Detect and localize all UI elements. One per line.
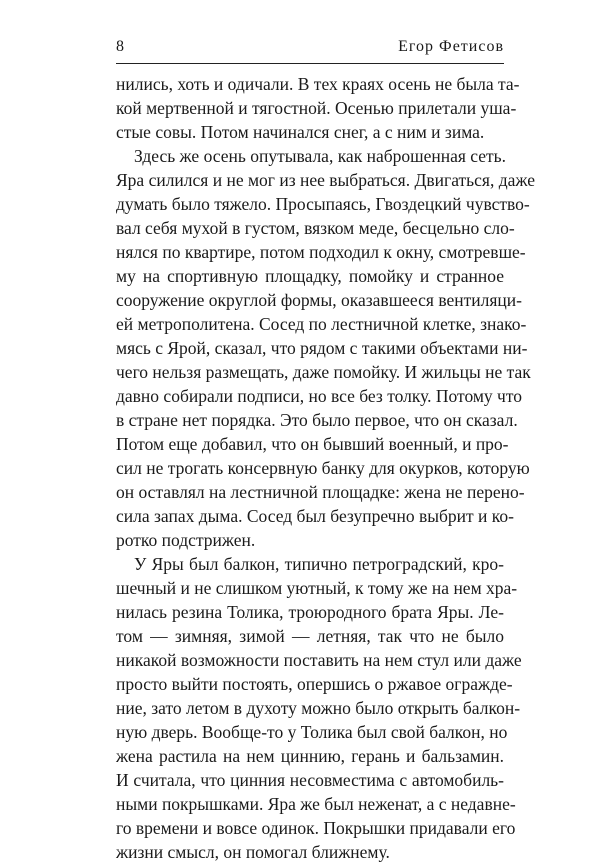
paragraph xyxy=(116,144,536,552)
text-line: ными покрышками. Яра же был неженат, а с недавне- xyxy=(116,794,516,814)
text-line: стые совы. Потом начинался снег, а с ним и зима. xyxy=(116,122,485,142)
text-line: никакой возможности поставить на нем стул или даже xyxy=(116,650,522,670)
paragraph xyxy=(116,72,520,144)
text-line: нялся по квартире, потом подходил к окну, смотревше- xyxy=(116,242,526,262)
text-line: нилась резина Толика, троюродного брата Яры. Ле- xyxy=(116,602,504,622)
text-line: шечный и не слишком уютный, к тому же на нем хра- xyxy=(116,578,518,598)
text-line: в стране нет порядка. Это было первое, что он сказал. xyxy=(116,410,518,430)
text-line: И считала, что цинния несовместима с автомобиль- xyxy=(116,770,504,790)
text-line: нились, хоть и одичали. В тех краях осень не была та- xyxy=(116,74,520,94)
text-line: он оставлял на лестничной площадке: жена не перено- xyxy=(116,482,525,502)
header-rule xyxy=(116,63,504,64)
text-line: жизни смысл, он помогал ближнему. xyxy=(116,842,390,862)
text-line: том — зимняя, зимой — летняя, так что не было xyxy=(116,626,504,646)
paragraph xyxy=(116,552,522,864)
text-line: го времени и вовсе одинок. Покрышки придавали его xyxy=(116,818,516,838)
running-author: Егор Фетисов xyxy=(398,38,504,55)
text-line: сил не трогать консервную банку для окурков, которую xyxy=(116,458,530,478)
page-number: 8 xyxy=(116,38,125,55)
text-line: ротко подстрижен. xyxy=(116,530,256,550)
text-line: думать было тяжело. Просыпаясь, Гвоздецкий чувство- xyxy=(116,194,530,214)
text-line: Здесь же осень опутывала, как наброшенная сеть. xyxy=(134,146,507,166)
running-header xyxy=(116,38,504,56)
text-line: чего нельзя размещать, даже помойку. И жильцы не так xyxy=(116,362,531,382)
text-line: жена растила на нем циннию, герань и бальзамин. xyxy=(116,746,504,766)
text-line: ей метрополитена. Сосед по лестничной клетке, знако- xyxy=(116,314,527,334)
body-text xyxy=(116,72,536,864)
text-line: ную дверь. Вообще-то у Толика был свой балкон, но xyxy=(116,722,508,742)
text-line: просто выйти постоять, опершись о ржавое огражде- xyxy=(116,674,513,694)
text-line: сила запах дыма. Сосед был безупречно выбрит и ко- xyxy=(116,506,514,526)
text-line: Яра силился и не мог из нее выбраться. Двигаться, даже xyxy=(116,170,536,190)
text-line: ние, зато летом в духоту можно было открыть балкон- xyxy=(116,698,521,718)
text-line: мясь с Ярой, сказал, что рядом с такими объектами ни- xyxy=(116,338,528,358)
text-line: У Яры был балкон, типично петроградский, кро- xyxy=(134,554,504,574)
text-line: му на спортивную площадку, помойку и странное xyxy=(116,266,504,286)
text-line: Потом еще добавил, что он бывший военный, и про- xyxy=(116,434,509,454)
text-line: сооружение округлой формы, оказавшееся вентиляци- xyxy=(116,290,522,310)
text-line: вал себя мухой в густом, вязком меде, бесцельно сло- xyxy=(116,218,515,238)
text-line: кой мертвенной и тягостной. Осенью прилетали уша- xyxy=(116,98,517,118)
text-line: давно собирали подписи, но все без толку. Потому что xyxy=(116,386,523,406)
